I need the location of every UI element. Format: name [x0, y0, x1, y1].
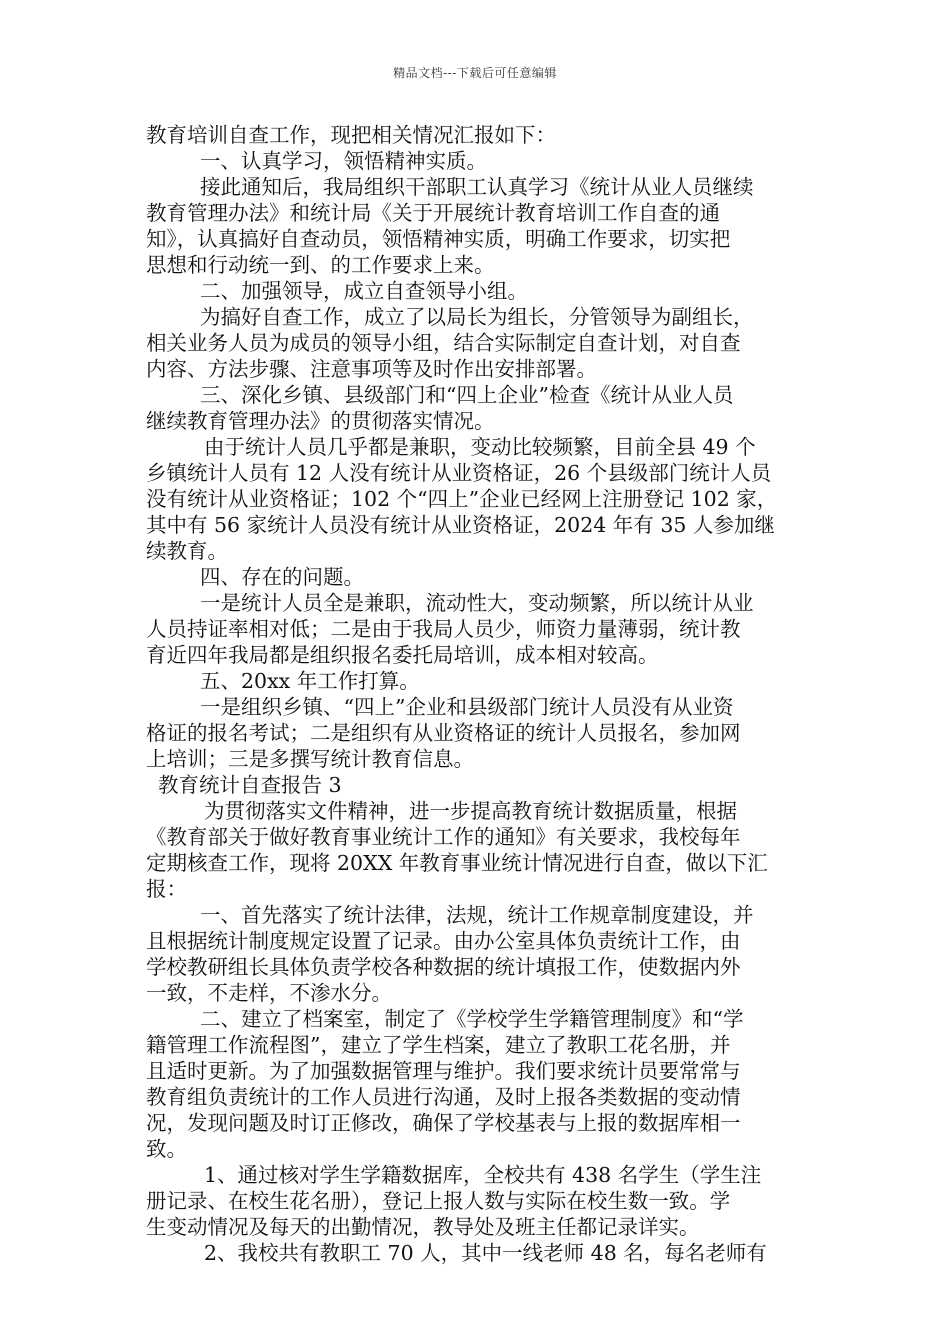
text-line: 教育培训自查工作，现把相关情况汇报如下：	[146, 123, 556, 147]
text-line: 乡镇统计人员有 12 人没有统计从业资格证，26 个县级部门统计人员	[146, 461, 772, 485]
text-line: 且适时更新。为了加强数据管理与维护。我们要求统计员要常常与	[146, 1059, 741, 1083]
text-line: 一、首先落实了统计法律，法规，统计工作规章制度建设，并	[200, 903, 754, 927]
text-line: 册记录、在校生花名册），登记上报人数与实际在校生数一致。学	[146, 1189, 731, 1213]
text-line: 一是统计人员全是兼职，流动性大，变动频繁，所以统计从业	[200, 591, 754, 615]
text-line: 由于统计人员几乎都是兼职，变动比较频繁，目前全县 49 个	[204, 435, 756, 459]
text-line: 三、深化乡镇、县级部门和“四上企业”检查《统计从业人员	[200, 383, 734, 407]
text-line: 致。	[146, 1137, 187, 1161]
text-line: 籍管理工作流程图”，建立了学生档案，建立了教职工花名册，并	[146, 1033, 731, 1057]
text-line: 为搞好自查工作，成立了以局长为组长，分管领导为副组长，	[200, 305, 754, 329]
text-line: 1、通过核对学生学籍数据库，全校共有 438 名学生（学生注	[204, 1163, 762, 1187]
page-header-note: 精品文档---下载后可任意编辑	[393, 66, 557, 80]
text-line: 格证的报名考试；二是组织有从业资格证的统计人员报名，参加网	[146, 721, 741, 745]
text-line: 生变动情况及每天的出勤情况，教导处及班主任都记录详实。	[146, 1215, 700, 1239]
text-line: 上培训；三是多撰写统计教育信息。	[146, 747, 474, 771]
text-line: 五、20xx 年工作打算。	[200, 669, 420, 693]
text-line: 育近四年我局都是组织报名委托局培训，成本相对较高。	[146, 643, 659, 667]
text-line: 其中有 56 家统计人员没有统计从业资格证，2024 年有 35 人参加继	[146, 513, 775, 537]
text-line: 知》，认真搞好自查动员，领悟精神实质，明确工作要求，切实把	[146, 227, 731, 251]
text-line: 教育统计自查报告 3	[158, 773, 342, 797]
text-line: 接此通知后，我局组织干部职工认真学习《统计从业人员继续	[200, 175, 754, 199]
text-line: 为贯彻落实文件精神，进一步提高教育统计数据质量，根据	[204, 799, 737, 823]
text-line: 定期核查工作，现将 20XX 年教育事业统计情况进行自查，做以下汇	[146, 851, 768, 875]
text-line: 《教育部关于做好教育事业统计工作的通知》有关要求，我校每年	[146, 825, 741, 849]
text-line: 续教育。	[146, 539, 228, 563]
text-line: 思想和行动统一到、的工作要求上来。	[146, 253, 495, 277]
text-line: 教育管理办法》和统计局《关于开展统计教育培训工作自查的通	[146, 201, 720, 225]
text-line: 学校教研组长具体负责学校各种数据的统计填报工作，使数据内外	[146, 955, 741, 979]
text-line: 二、加强领导，成立自查领导小组。	[200, 279, 528, 303]
text-line: 一致，不走样，不渗水分。	[146, 981, 392, 1005]
text-line: 内容、方法步骤、注意事项等及时作出安排部署。	[146, 357, 597, 381]
document-body	[146, 122, 814, 1266]
text-line: 相关业务人员为成员的领导小组，结合实际制定自查计划，对自查	[146, 331, 741, 355]
text-line: 况，发现问题及时订正修改，确保了学校基表与上报的数据库相一	[146, 1111, 741, 1135]
text-line: 一、认真学习，领悟精神实质。	[200, 149, 487, 173]
text-line: 一是组织乡镇、“四上”企业和县级部门统计人员没有从业资	[200, 695, 734, 719]
text-line: 教育组负责统计的工作人员进行沟通，及时上报各类数据的变动情	[146, 1085, 741, 1109]
text-line: 报：	[146, 877, 187, 901]
text-line: 继续教育管理办法》的贯彻落实情况。	[146, 409, 495, 433]
text-line: 2、我校共有教职工 70 人，其中一线老师 48 名，每名老师有	[204, 1241, 767, 1265]
text-line: 且根据统计制度规定设置了记录。由办公室具体负责统计工作，由	[146, 929, 741, 953]
text-line: 四、存在的问题。	[200, 565, 364, 589]
text-line: 没有统计从业资格证；102 个“四上”企业已经网上注册登记 102 家，	[146, 487, 778, 511]
text-line: 二、建立了档案室，制定了《学校学生学籍管理制度》和“学	[200, 1007, 744, 1031]
text-line: 人员持证率相对低；二是由于我局人员少，师资力量薄弱，统计教	[146, 617, 741, 641]
